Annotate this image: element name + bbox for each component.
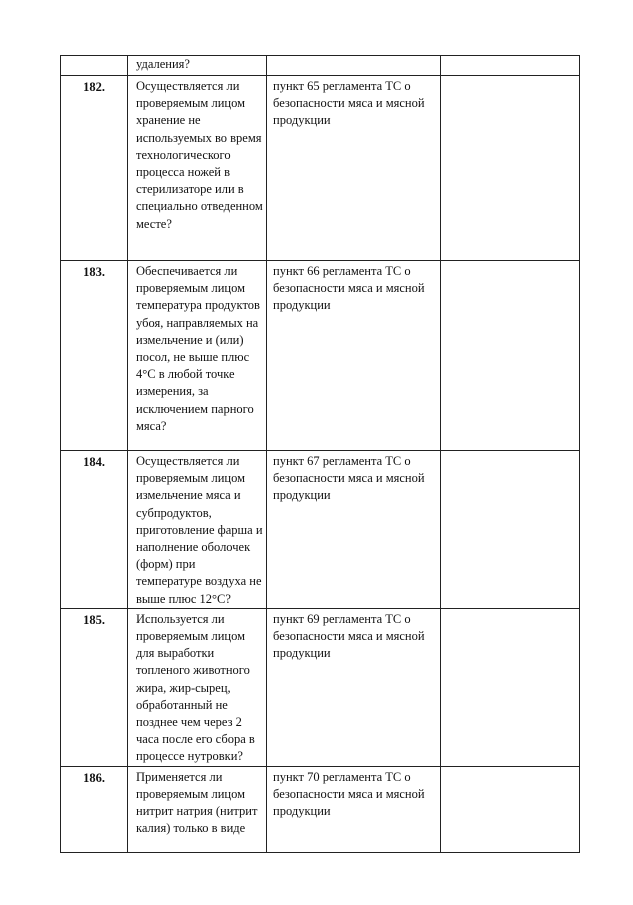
row-number: 183. [61, 261, 128, 451]
question-text: Обеспечивается ли проверяемым лицом температура продуктов убоя, направляемых на измельчение и (или) посол, не выше плюс 4°С в любой точке измерения, за исключением парного мяса? [128, 261, 267, 451]
question-text: Применяется ли проверяемым лицом нитрит натрия (нитрит калия) только в виде [128, 766, 267, 852]
table-row [61, 261, 580, 451]
empty-cell [441, 608, 580, 766]
empty-cell [441, 76, 580, 261]
table-row [61, 766, 580, 852]
row-number: 182. [61, 76, 128, 261]
reference-cell [267, 56, 441, 76]
reference-text: пункт 69 регламента ТС о безопасности мяса и мясной продукции [267, 608, 441, 766]
number-cell [61, 56, 128, 76]
question-text: Используется ли проверяемым лицом для выработки топленого животного жира, жир-сырец, обработанный не позднее чем через 2 часа после его сбора в процессе нутровки? [128, 608, 267, 766]
row-number: 186. [61, 766, 128, 852]
empty-cell [441, 766, 580, 852]
reference-text: пункт 70 регламента ТС о безопасности мяса и мясной продукции [267, 766, 441, 852]
table-row [61, 608, 580, 766]
reference-text: пункт 67 регламента ТС о безопасности мяса и мясной продукции [267, 451, 441, 609]
row-number: 185. [61, 608, 128, 766]
empty-cell [441, 56, 580, 76]
table-row-continuation [61, 56, 580, 76]
reference-text: пункт 66 регламента ТС о безопасности мяса и мясной продукции [267, 261, 441, 451]
question-text: Осуществляется ли проверяемым лицом хранение не используемых во время технологического процесса ножей в стерилизаторе или в специально отведенном месте? [128, 76, 267, 261]
empty-cell [441, 451, 580, 609]
reference-text: пункт 65 регламента ТС о безопасности мяса и мясной продукции [267, 76, 441, 261]
empty-cell [441, 261, 580, 451]
table-row [61, 76, 580, 261]
question-text: Осуществляется ли проверяемым лицом измельчение мяса и субпродуктов, приготовление фарша и наполнение оболочек (форм) при температуре воздуха не выше плюс 12°С? [128, 451, 267, 609]
table-row [61, 451, 580, 609]
question-cell: удаления? [128, 56, 267, 76]
row-number: 184. [61, 451, 128, 609]
checklist-table [60, 55, 580, 853]
